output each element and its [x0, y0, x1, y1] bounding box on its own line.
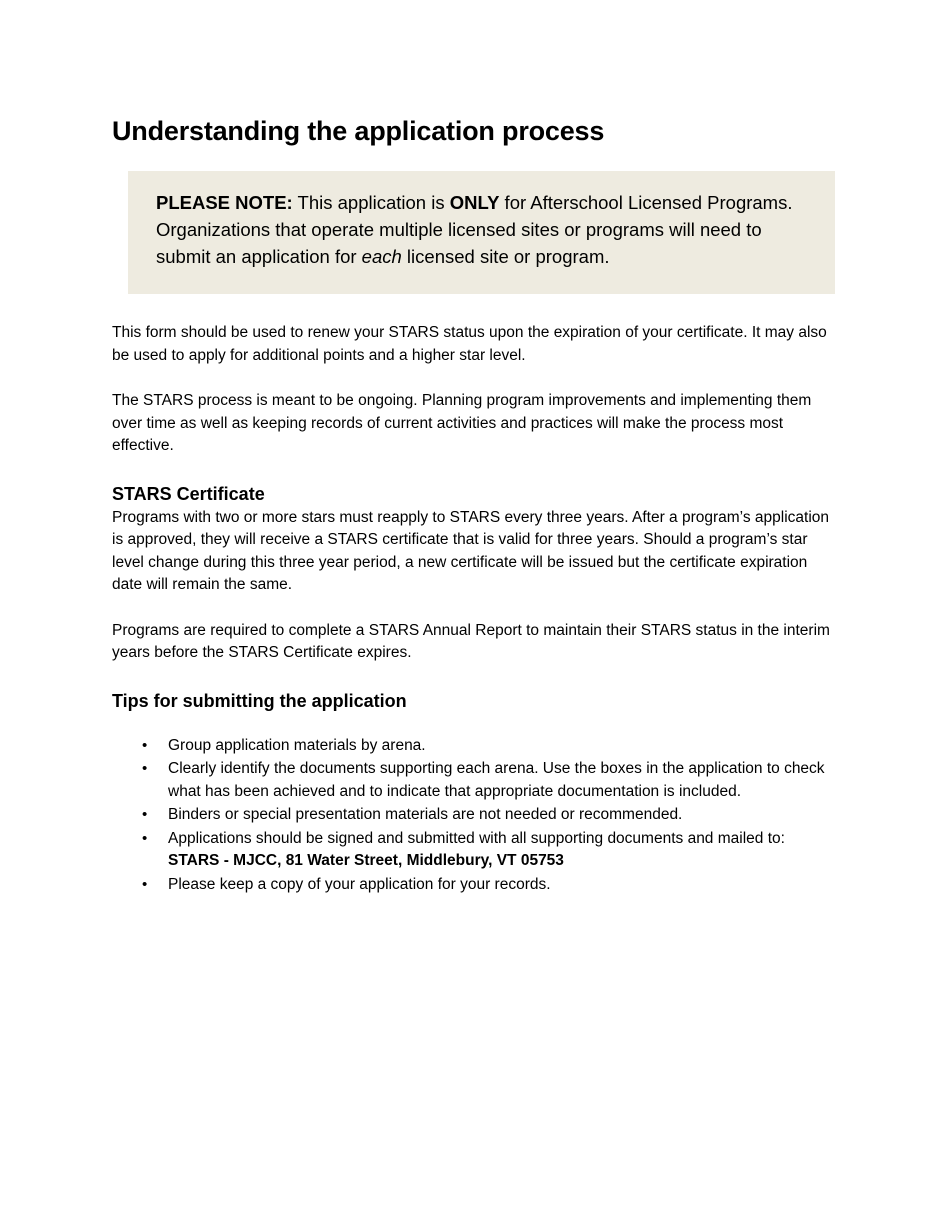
note-emphasis-only: ONLY: [449, 192, 500, 213]
intro-paragraph-2: The STARS process is meant to be ongoing. Planning program improvements and implementing them over time as well as keeping records of current activities and practices will make the process most effective.: [112, 392, 812, 454]
list-item-text: Binders or special presentation materials are not needed or recommended.: [168, 806, 683, 823]
list-item: [112, 735, 838, 758]
list-item-text: Group application materials by arena.: [168, 736, 426, 754]
bullet-icon: •: [142, 806, 148, 823]
bullet-icon: •: [142, 875, 148, 893]
list-item-text: Clearly identify the documents supporting each arena. Use the boxes in the application to check what has been achieved and to indicate that appropriate documentation is included.: [168, 760, 825, 800]
mailing-address: STARS - MJCC, 81 Water Street, Middlebury, VT 05753: [168, 852, 564, 869]
note-label: PLEASE NOTE:: [156, 192, 293, 213]
note-text-2: for Afterschool Licensed Programs. Organizations that operate multiple licensed sites or programs will need to submit an application for: [156, 192, 793, 267]
list-item-text: Please keep a copy of your application for your records.: [168, 875, 551, 893]
page-title: Understanding the application process: [112, 116, 605, 146]
certificate-heading: STARS Certificate: [112, 483, 265, 504]
note-emphasis-each: each: [361, 246, 402, 267]
note-box: [128, 171, 835, 294]
list-item: [112, 828, 838, 873]
intro-paragraph-1: This form should be used to renew your STARS status upon the expiration of your certificate. It may also be used to apply for additional points and a higher star level.: [112, 324, 827, 364]
bullet-icon: •: [142, 760, 148, 777]
list-item: [112, 804, 838, 827]
certificate-paragraph-2: Programs are required to complete a STARS Annual Report to maintain their STARS status in the interim years before the STARS Certificate expires.: [112, 621, 830, 661]
note-text-1: This application is: [292, 192, 450, 213]
note-text-3: licensed site or program.: [401, 246, 610, 267]
bullet-icon: •: [142, 736, 148, 754]
tips-heading: Tips for submitting the application: [112, 690, 407, 711]
list-item-text: Applications should be signed and submitted with all supporting documents and mailed to:: [168, 829, 785, 847]
certificate-paragraph-1: Programs with two or more stars must reapply to STARS every three years. After a program’s application is approved, they will receive a STARS certificate that is valid for three years. Should a program’s star level change during this three year period, a new certificate will be issued but the certificate expiration date will remain the same.: [112, 508, 830, 593]
bullet-icon: •: [142, 829, 148, 847]
list-item: [112, 874, 838, 897]
tips-list: [112, 735, 838, 897]
list-item: [112, 758, 838, 803]
